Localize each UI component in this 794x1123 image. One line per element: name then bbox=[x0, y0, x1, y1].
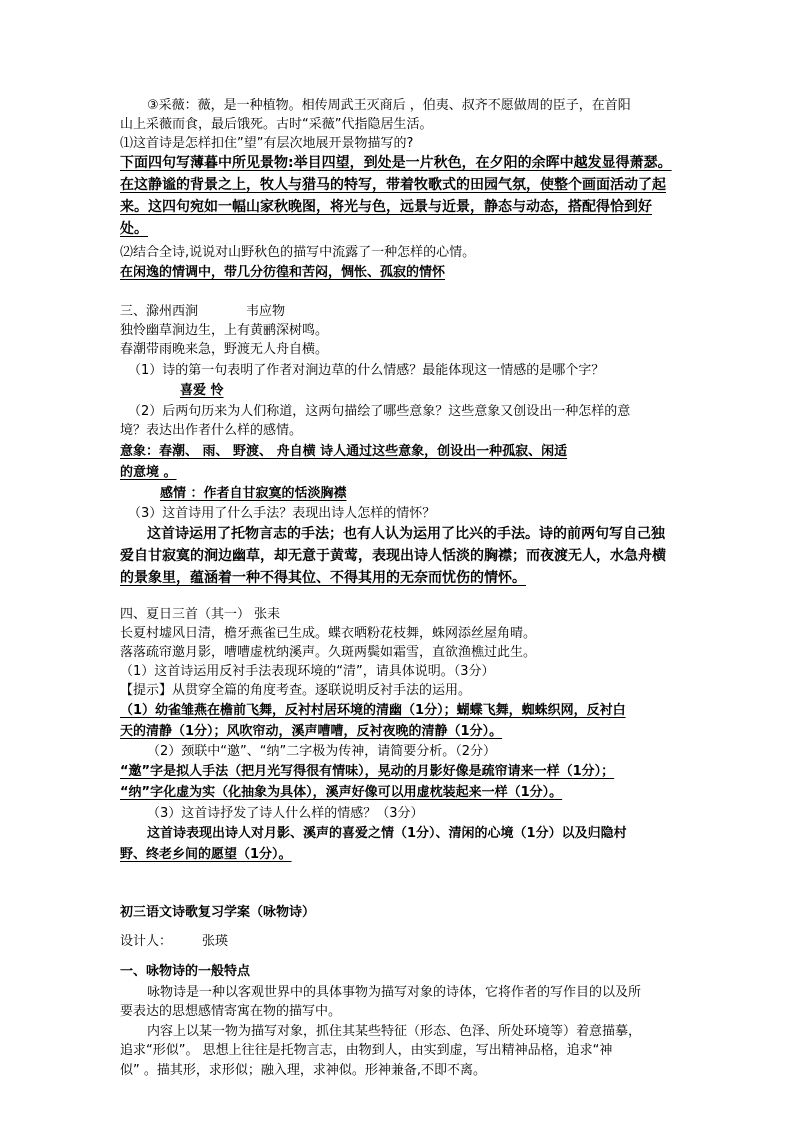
question-2: ⑵结合全诗,说说对山野秋色的描写中流露了一种怎样的心情。 bbox=[120, 245, 476, 260]
question-1: （1）这首诗运用反衬手法表现环境的“清”，请具体说明。（3分） bbox=[120, 664, 495, 679]
question-2-line-2: 境？表达出作者什么样的感情。 bbox=[120, 423, 303, 438]
answer-1 bbox=[120, 381, 246, 400]
answer-1-line-3: 来。这四句宛如一幅山家秋晚图，将光与色，远景与近景，静态与动态，搭配得恰到好 bbox=[120, 199, 652, 215]
answer-1-line-1: （1）幼雀雏燕在檐前飞舞，反衬村居环境的清幽（1分）；蝴蝶飞舞，蜘蛛织网，反衬白 bbox=[120, 703, 626, 718]
answer-1-line-1: 下面四句写薄暮中所见景物:举目四望，到处是一片秋色，在夕阳的余晖中越发显得萧瑟。 bbox=[120, 155, 672, 171]
question-1: ⑴这首诗是怎样扣住”望”有层次地展开景物描写的? bbox=[120, 136, 414, 151]
answer-2-line-3 bbox=[120, 484, 365, 503]
answer-2-line-1: “邀”字是拟人手法（把月光写得很有情味），晃动的月影好像是疏帘请来一样（1分）； bbox=[120, 764, 615, 779]
answer-1-line-2: 天的清静（1分）；风吹帘动，溪声嘈嘈，反衬夜晚的清静（1分）。 bbox=[120, 724, 503, 739]
answer-3-line-3: 的景象里，蕴涵着一种不得其位、不得其用的无奈而忧伤的情怀。 bbox=[120, 570, 526, 586]
section-three-heading bbox=[120, 302, 285, 321]
designer-name: 张瑛 bbox=[202, 934, 229, 949]
answer-2-line-2: “纳”字化虚为实（化抽象为具体），溪声好像可以用虚枕装起来一样（1分）。 bbox=[120, 785, 563, 800]
poem-line-2: 落落疏帘邀月影，嘈嘈虚枕纳溪声。久斑两鬓如霜雪，直欲渔樵过此生。 bbox=[120, 645, 537, 660]
question-2: （2）颈联中“邀”、“纳”二字极为传神，请简要分析。（2分） bbox=[147, 744, 496, 759]
paragraph-1-line-2: 要表达的思想感情寄寓在物的描写中。 bbox=[120, 1004, 342, 1019]
paragraph-1-line-1: 咏物诗是一种以客观世界中的具体事物为描写对象的诗体，它将作者的写作目的以及所 bbox=[147, 985, 642, 1000]
answer-1-line-4: 处。 bbox=[120, 221, 148, 237]
section-three-author: 韦应物 bbox=[246, 304, 286, 319]
answer-2: 在闲逸的情调中，带几分彷徨和苦闷，惆怅、孤寂的情怀 bbox=[120, 265, 446, 280]
heading-1: 一、咏物诗的一般特点 bbox=[120, 964, 251, 979]
answer-2-line-2: 的意境 。 bbox=[120, 465, 177, 480]
note-3: ③采薇：薇，是一种植物。相传周武王灭商后 ，伯夷、叔齐不愿做周的臣子，在首阳 bbox=[147, 98, 631, 113]
answer-3-line-2: 爱自甘寂寞的涧边幽草，却无意于黄莺，表现出诗人恬淡的胸襟；而夜渡无人，水急舟横 bbox=[120, 548, 666, 564]
answer-3-line-1: 这首诗运用了托物言志的手法；也有人认为运用了比兴的手法。诗的前两句写自己独 bbox=[147, 526, 665, 542]
hint: 【提示】从贯穿全篇的角度考查。逐联说明反衬手法的运用。 bbox=[120, 683, 472, 698]
question-3: （3）这首诗抒发了诗人什么样的情感？（3分） bbox=[147, 806, 424, 821]
answer-1-line-2: 在这静谧的背景之上，牧人与猎马的特写，带着牧歌式的田园气氛，使整个画面活动了起 bbox=[120, 177, 666, 193]
case-title: 初三语文诗歌复习学案（咏物诗） bbox=[120, 905, 316, 920]
paragraph-2-line-2: 追求“形似”。 思想上往往是托物言志，由物到人，由实到虚，写出精神品格，追求“神 bbox=[120, 1043, 613, 1058]
question-2-line-1: （2）后两句历来为人们称道，这两句描绘了哪些意象？这些意象又创设出一种怎样的意 bbox=[128, 404, 631, 419]
question-3: （3）这首诗用了什么手法？表现出诗人怎样的情怀？ bbox=[128, 506, 436, 521]
section-three-title: 三、滁州西涧 bbox=[120, 304, 199, 319]
poem-line-1: 长夏村墟风日清，檐牙燕雀已生成。蝶衣晒粉花枝舞，蛛网添丝屋角晴。 bbox=[120, 626, 537, 641]
answer-1-text: 喜爱 怜 bbox=[180, 383, 224, 398]
question-1: （1）诗的第一句表明了作者对涧边草的什么情感？最能体现这一情感的是哪个字？ bbox=[128, 363, 605, 378]
paragraph-2-line-1: 内容上以某一物为描写对象，抓住其某些特征（形态、色泽、所处环境等）着意描摹， bbox=[147, 1024, 642, 1039]
answer-3-line-2: 野、终老乡间的愿望（1分）。 bbox=[120, 847, 292, 862]
answer-2-line-1: 意象：春潮、 雨、 野渡、 舟自横 诗人通过这些意象，创设出一种孤寂、闲适 bbox=[120, 444, 568, 459]
answer-3-line-1: 这首诗表现出诗人对月影、溪声的喜爱之情（1分）、清闲的心境（1分）以及归隐村 bbox=[147, 826, 627, 841]
poem-line-2: 春潮带雨晚来急，野渡无人舟自横。 bbox=[120, 342, 329, 357]
section-four-heading: 四、夏日三首（其一） 张耒 bbox=[120, 607, 281, 622]
designer-label: 设计人： bbox=[120, 934, 173, 949]
note-3-cont: 山上采薇而食，最后饿死。古时“采薇”代指隐居生活。 bbox=[120, 117, 433, 132]
poem-line-1: 独怜幽草涧边生，上有黄鹂深树鸣。 bbox=[120, 323, 329, 338]
designer-line bbox=[120, 932, 228, 951]
answer-2-line-3-text: 感情 ：作者自甘寂寞的恬淡胸襟 bbox=[160, 486, 347, 501]
paragraph-2-line-3: 似” 。描其形，求形似；融入理，求神似。形神兼备,不即不离。 bbox=[120, 1063, 486, 1078]
